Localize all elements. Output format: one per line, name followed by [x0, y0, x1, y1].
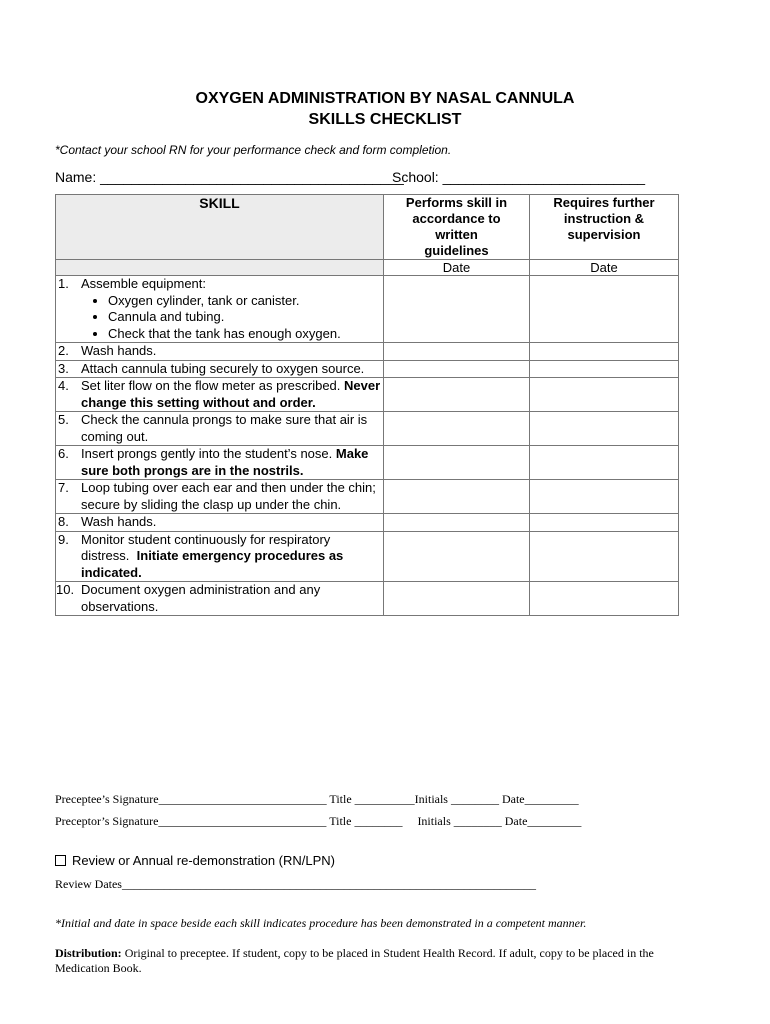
- distribution-note: Distribution: Original to preceptee. If student, copy to be placed in Student Health Record. If adult, copy to be placed in the Medication Book.: [55, 946, 654, 975]
- review-label: Review or Annual re-demonstration (RN/LPN): [72, 853, 335, 868]
- requires-date-cell[interactable]: [530, 531, 679, 582]
- performs-column-header: Performs skill in accordance to written guidelines: [384, 195, 530, 260]
- preceptor-signature-line[interactable]: Preceptor’s Signature____________________________ Title ________ Initials ________ Date_________: [55, 814, 582, 828]
- performs-date-cell[interactable]: [384, 582, 530, 616]
- requires-date-cell[interactable]: [530, 360, 679, 378]
- skill-cell: 2. Wash hands.: [56, 343, 384, 361]
- table-header-row: [56, 195, 679, 260]
- date-label-row: [56, 260, 679, 276]
- skill-cell: 8. Wash hands.: [56, 514, 384, 532]
- skill-cell: 6. Insert prongs gently into the student’s nose. Make sure both prongs are in the nostrils.: [56, 446, 384, 480]
- requires-date-cell[interactable]: [530, 582, 679, 616]
- performs-date-cell[interactable]: [384, 360, 530, 378]
- review-checkbox-row[interactable]: [55, 853, 335, 868]
- document-subtitle: SKILLS CHECKLIST: [308, 111, 462, 128]
- review-checkbox[interactable]: [55, 855, 66, 866]
- skill-cell: 3. Attach cannula tubing securely to oxygen source.: [56, 360, 384, 378]
- requires-date-cell[interactable]: [530, 343, 679, 361]
- date-label-requires: Date: [530, 260, 679, 276]
- table-row: [56, 582, 679, 616]
- performs-date-cell[interactable]: [384, 276, 530, 343]
- list-item: • Oxygen cylinder, tank or canister.: [108, 293, 383, 310]
- requires-date-cell[interactable]: [530, 514, 679, 532]
- requires-date-cell[interactable]: [530, 412, 679, 446]
- school-field[interactable]: School: __________________________: [392, 169, 646, 185]
- skill-cell: 7. Loop tubing over each ear and then under the chin; secure by sliding the clasp up under the chin.: [56, 480, 384, 514]
- performs-date-cell[interactable]: [384, 531, 530, 582]
- skills-checklist-table: [55, 194, 679, 616]
- name-field[interactable]: Name: _______________________________________: [55, 169, 404, 185]
- skill-cell: 10. Document oxygen administration and any observations.: [56, 582, 384, 616]
- performs-date-cell[interactable]: [384, 343, 530, 361]
- table-row: [56, 531, 679, 582]
- requires-date-cell[interactable]: [530, 480, 679, 514]
- skill-cell: 5. Check the cannula prongs to make sure that air is coming out.: [56, 412, 384, 446]
- contact-note: *Contact your school RN for your performance check and form completion.: [55, 143, 452, 157]
- skill-cell: 9. Monitor student continuously for respiratory distress. Initiate emergency procedures as indicated.: [56, 531, 384, 582]
- requires-column-header: Requires further instruction & supervision: [530, 195, 679, 260]
- performs-date-cell[interactable]: [384, 480, 530, 514]
- skill-cell: 1. Assemble equipment: • Oxygen cylinder, tank or canister. • Cannula and tubing. • Check that the tank has enough oxygen.: [56, 276, 384, 343]
- performs-date-cell[interactable]: [384, 378, 530, 412]
- table-row: [56, 480, 679, 514]
- performs-date-cell[interactable]: [384, 446, 530, 480]
- skill-column-header: SKILL: [56, 195, 384, 260]
- list-item: • Cannula and tubing.: [108, 309, 383, 326]
- preceptee-signature-line[interactable]: Preceptee’s Signature____________________________ Title __________Initials ________ Date_________: [55, 792, 579, 806]
- table-row: [56, 514, 679, 532]
- requires-date-cell[interactable]: [530, 446, 679, 480]
- table-row: [56, 378, 679, 412]
- document-title: OXYGEN ADMINISTRATION BY NASAL CANNULA: [195, 90, 575, 107]
- list-item: • Check that the tank has enough oxygen.: [108, 326, 383, 343]
- requires-date-cell[interactable]: [530, 378, 679, 412]
- requires-date-cell[interactable]: [530, 276, 679, 343]
- table-row: [56, 412, 679, 446]
- table-row: [56, 360, 679, 378]
- performs-date-cell[interactable]: [384, 514, 530, 532]
- date-label-performs: Date: [384, 260, 530, 276]
- table-row: [56, 276, 679, 343]
- equipment-list: [56, 293, 383, 343]
- initial-note: *Initial and date in space beside each skill indicates procedure has been demonstrated in a competent manner.: [55, 916, 587, 930]
- performs-date-cell[interactable]: [384, 412, 530, 446]
- table-row: [56, 446, 679, 480]
- review-dates-line[interactable]: Review Dates_____________________________________________________________________: [55, 877, 536, 891]
- skill-cell: 4. Set liter flow on the flow meter as prescribed. Never change this setting without and order.: [56, 378, 384, 412]
- table-row: [56, 343, 679, 361]
